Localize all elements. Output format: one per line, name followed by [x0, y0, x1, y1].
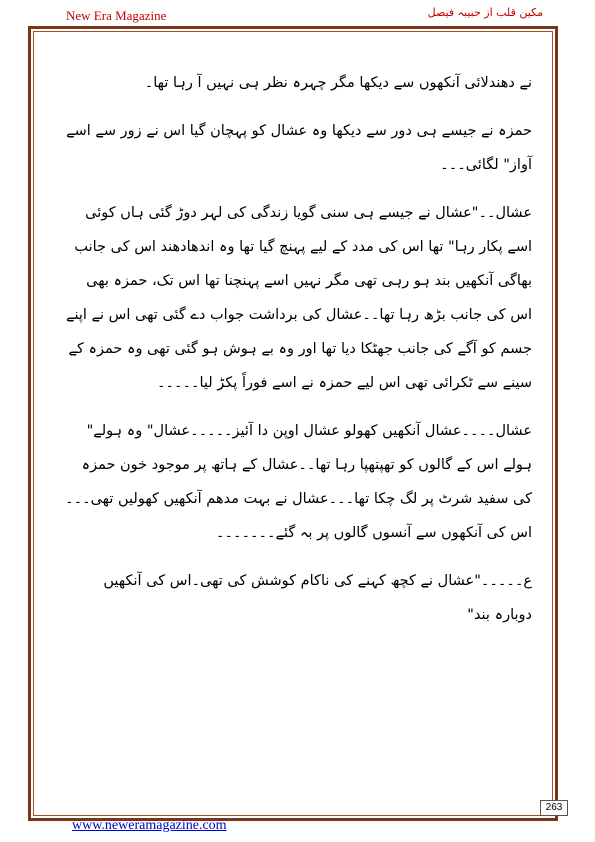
paragraph: حمزہ نے جیسے ہی دور سے دیکھا وہ عشال کو پہچان گیا اس نے زور سے اسے آواز" لگائی۔۔۔	[66, 123, 532, 173]
story-body	[62, 66, 532, 646]
page-number: 263	[540, 800, 568, 816]
paragraph: نے دھندلائی آنکھوں سے دیکھا مگر چہرہ نظر ہی نہیں آ رہا تھا۔	[144, 75, 532, 91]
story-byline: مکین قلب از حبیبہ فیصل	[427, 6, 543, 19]
paragraph: عشال۔۔۔۔عشال آنکھیں کھولو عشال اوپن دا آئیز۔۔۔۔۔عشال" وہ ہولے" ہولے اس کے گالوں کو تھپتھپا رہا تھا۔۔عشال کے ہاتھ پر موجود خون حمزہ کی سفید شرٹ پر لگ چکا تھا۔۔۔عشال نے بہت مدھم آنکھیں کھولیں تھی۔۔۔اس کی آنکھوں سے آنسوں گالوں پر بہ گئے۔۔۔۔۔۔۔	[65, 423, 532, 541]
magazine-title: New Era Magazine	[66, 8, 167, 23]
website-link[interactable]: www.neweramagazine.com	[72, 818, 227, 833]
paragraph: عشال۔۔"عشال نے جیسے ہی سنی گویا زندگی کی لہر دوڑ گئی ہاں کوئی اسے پکار رہا" تھا اس کی مدد کے لیے پہنچ گیا تھا وہ اندھادھند اس کی جانب بھاگی آنکھیں بند ہو رہی تھی مگر نہیں اسے پہنچنا تھا اس تک، حمزہ بھی اس کی جانب بڑھ رہا تھا۔۔عشال کی برداشت جواب دے گئی تھی اس نے اپنے جسم کو آگے کی جانب جھٹکا دیا تھا اور وہ بے ہوش ہو گئی تھی وہ حمزہ کے سینے سے ٹکرائی تھی اس لیے حمزہ نے اسے فوراً پکڑ لیا۔۔۔۔۔	[66, 205, 532, 391]
paragraph: ع۔۔۔۔۔"عشال نے کچھ کہنے کی ناکام کوشش کی تھی۔اس کی آنکھیں دوبارہ بند"	[103, 573, 532, 623]
